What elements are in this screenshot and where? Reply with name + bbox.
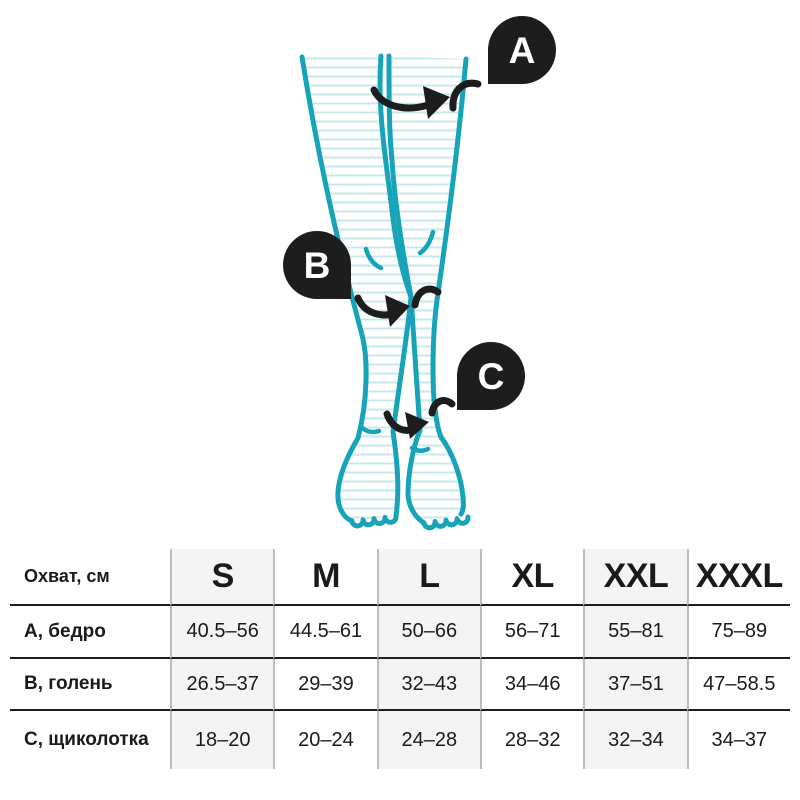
size-header-xxxl: XXXL bbox=[687, 549, 790, 606]
size-header-xl: XL bbox=[480, 549, 583, 606]
badge-b-letter: B bbox=[303, 245, 331, 286]
value-cell: 47–58.5 bbox=[687, 659, 790, 711]
size-header-s: S bbox=[170, 549, 273, 606]
row-label-cell: В, голень bbox=[10, 659, 170, 711]
badge-a bbox=[488, 16, 556, 84]
value-cell: 75–89 bbox=[687, 606, 790, 659]
badge-c bbox=[457, 342, 525, 410]
value-cell: 26.5–37 bbox=[170, 659, 273, 711]
row-label-cell: С, щиколотка bbox=[24, 729, 149, 750]
value-cell: 50–66 bbox=[377, 606, 480, 659]
size-header-l: L bbox=[377, 549, 480, 606]
value-cell: 56–71 bbox=[480, 606, 583, 659]
badge-a-letter: A bbox=[508, 30, 536, 71]
value-cell: 29–39 bbox=[273, 659, 376, 711]
value-cell: 32–43 bbox=[377, 659, 480, 711]
badge-b bbox=[283, 231, 351, 299]
value-cell: 18–20 bbox=[170, 711, 273, 769]
value-cell: 40.5–56 bbox=[170, 606, 273, 659]
size-chart-table bbox=[10, 549, 790, 769]
size-header-xxl: XXL bbox=[583, 549, 686, 606]
value-cell: 44.5–61 bbox=[273, 606, 376, 659]
value-cell: 32–34 bbox=[583, 711, 686, 769]
value-cell: 34–37 bbox=[687, 711, 790, 769]
size-header-m: M bbox=[273, 549, 376, 606]
value-cell: 24–28 bbox=[377, 711, 480, 769]
value-cell: 37–51 bbox=[583, 659, 686, 711]
value-cell: 28–32 bbox=[480, 711, 583, 769]
value-cell: 55–81 bbox=[583, 606, 686, 659]
value-cell: 20–24 bbox=[273, 711, 376, 769]
unit-header-cell: Охват, см bbox=[10, 549, 170, 606]
badge-c-letter: C bbox=[477, 356, 505, 397]
value-cell: 34–46 bbox=[480, 659, 583, 711]
row-label-cell: А, бедро bbox=[10, 606, 170, 659]
